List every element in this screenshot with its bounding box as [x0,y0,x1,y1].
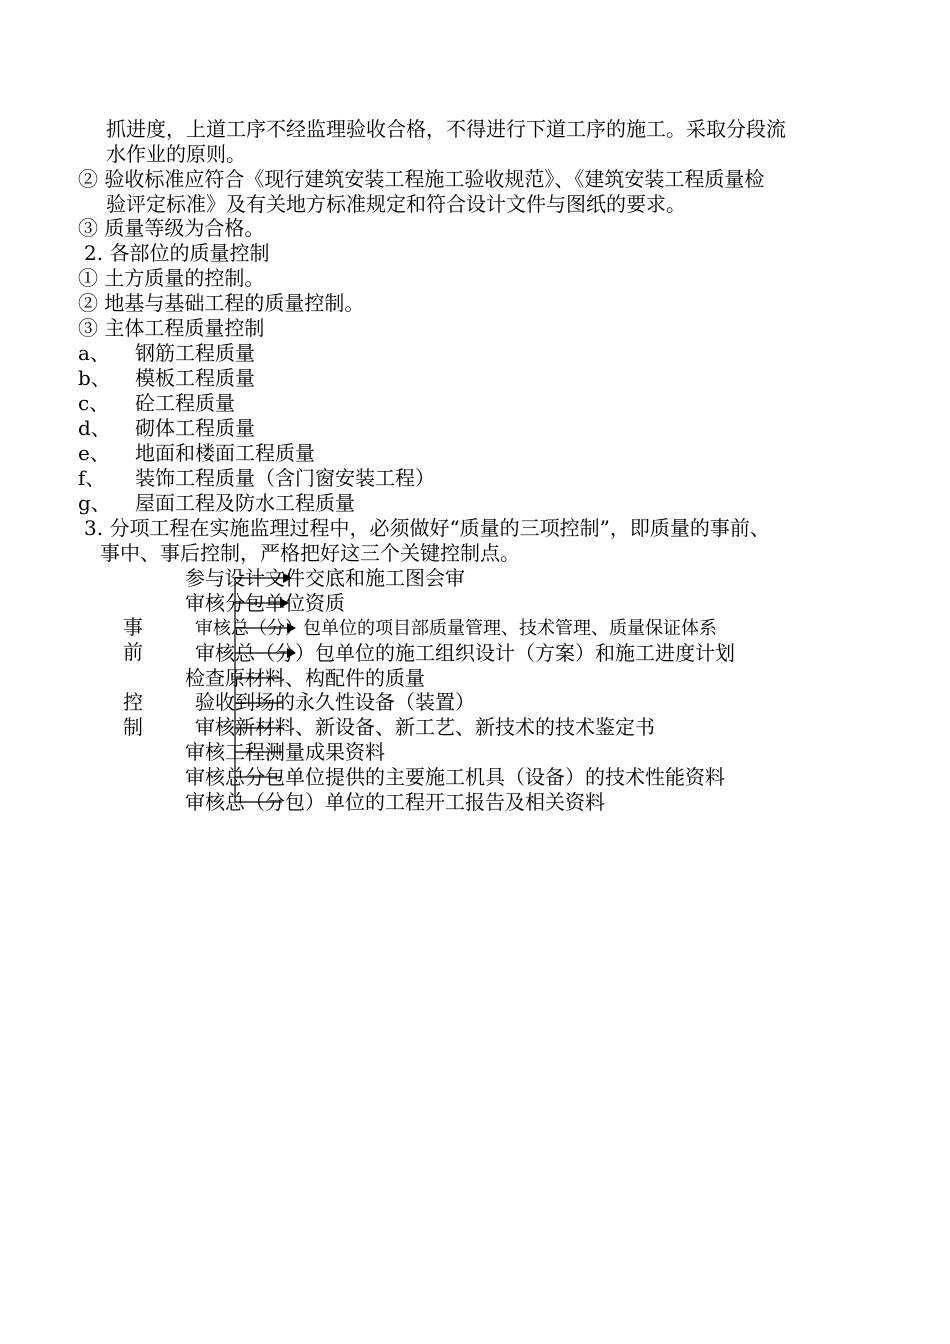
diagram-item-9: 审核总分包单位提供的主要施工机具（设备）的技术性能资料 [185,765,725,789]
sub-text-g: 屋面工程及防水工程质量 [135,491,355,515]
section2-item-2: ② 地基与基础工程的质量控制。 [78,291,365,315]
sub-text-f: 装饰工程质量（含门窗安装工程） [135,466,435,490]
sub-label-g: g、 [78,491,111,515]
side-char-1: 事 [123,615,143,639]
diagram-item-8: 审核工程测量成果资料 [185,740,385,764]
side-char-2: 前 [123,640,143,664]
item2-line2: 验评定标准》及有关地方标准规定和符合设计文件与图纸的要求。 [106,192,686,216]
section3-line1: 3. 分项工程在实施监理过程中，必须做好“质量的三项控制”，即质量的事前、 [84,516,770,540]
diagram-item-5: 检查原材料、构配件的质量 [185,666,425,690]
sub-label-a: a、 [78,341,110,365]
sub-label-c: c、 [78,391,110,415]
sub-label-e: e、 [78,441,110,465]
sub-text-a: 钢筋工程质量 [135,341,255,365]
diagram-item-1: 参与设计文件交底和施工图会审 [185,566,465,590]
section3-line2: 事中、事后控制，严格把好这三个关键控制点。 [100,541,520,565]
diagram-item-7: 审核新材料、新设备、新工艺、新技术的技术鉴定书 [195,715,655,739]
diagram-item-4: 审核总（分）包单位的施工组织设计（方案）和施工进度计划 [195,641,735,665]
diagram-item-6: 验收到场的永久性设备（装置） [195,690,475,714]
diagram-item-3: 审核总（分）包单位的项目部质量管理、技术管理、质量保证体系 [195,618,717,639]
para1-line2: 水作业的原则。 [106,142,246,166]
item2-line1: ② 验收标准应符合《现行建筑安装工程施工验收规范》、《建筑安装工程质量检 [78,167,765,191]
diagram-item-10: 审核总（分包）单位的工程开工报告及相关资料 [185,790,605,814]
side-char-4: 制 [123,715,143,739]
diagram-item-2: 审核分包单位资质 [185,591,345,615]
side-char-3: 控 [123,690,143,714]
sub-label-b: b、 [78,366,111,390]
item3-text: ③ 质量等级为合格。 [78,216,265,240]
section2-item-1: ① 土方质量的控制。 [78,266,265,290]
sub-text-d: 砌体工程质量 [135,416,255,440]
section2-title: 2. 各部位的质量控制 [84,241,270,265]
para1-line1: 抓进度，上道工序不经监理验收合格，不得进行下道工序的施工。采取分段流 [106,117,786,141]
sub-label-f: f、 [78,466,106,490]
sub-label-d: d、 [78,416,111,440]
section2-item-3: ③ 主体工程质量控制 [78,316,265,340]
sub-text-e: 地面和楼面工程质量 [135,441,315,465]
sub-text-c: 砼工程质量 [135,391,235,415]
sub-text-b: 模板工程质量 [135,366,255,390]
